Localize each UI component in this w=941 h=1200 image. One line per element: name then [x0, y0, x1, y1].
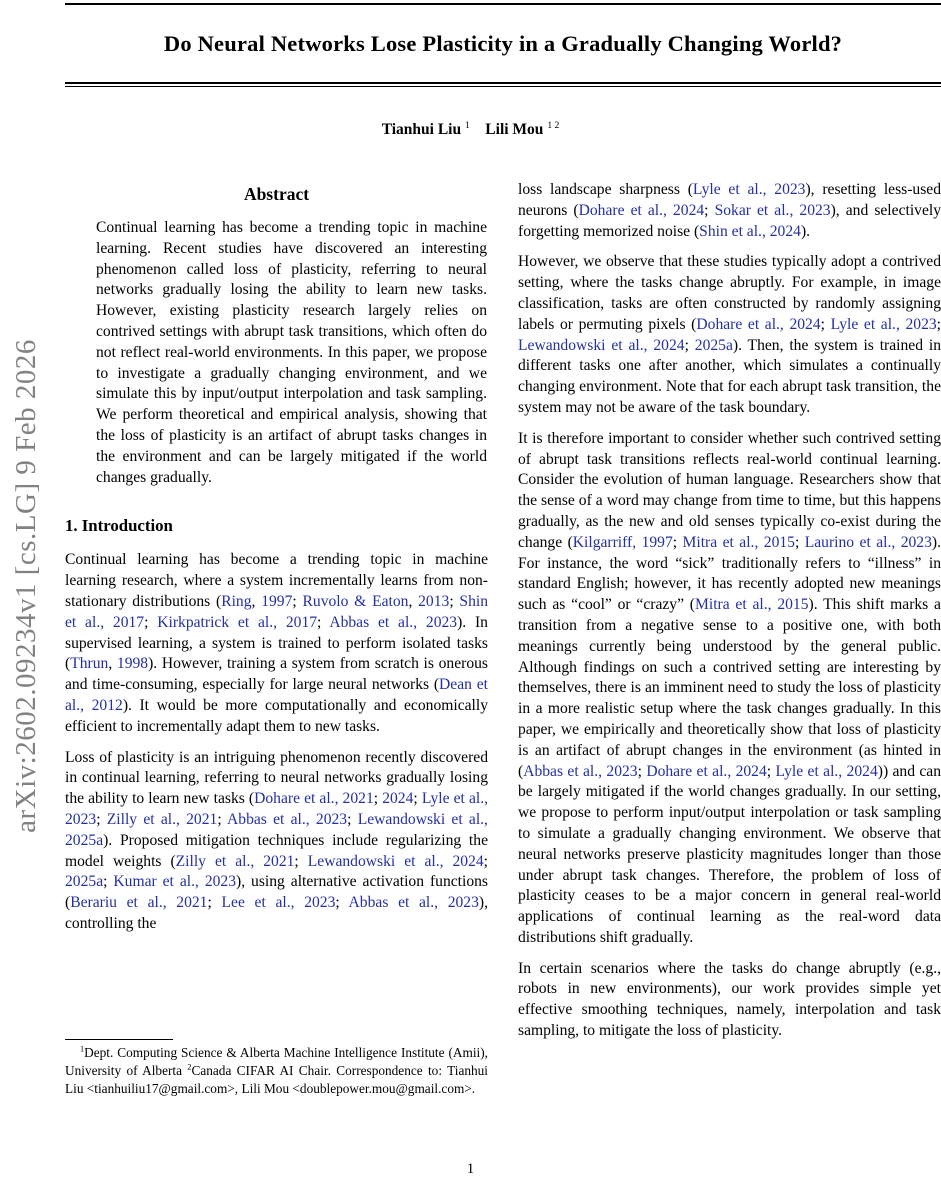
citation-link[interactable]: Zilly et al., 2021 [175, 852, 295, 870]
paragraph: Loss of plasticity is an intriguing phenomenon recently discovered in continual learning, referring to neural networks gradually losing the ability to learn new tasks (Dohare et al., 2021; 2024; Lyle et al., 2023; Zilly et al., 2021; Abbas et al., 2023; Lewandowski et al., 2025a). Proposed mitigation techniques include regularizing the model weights (Zilly et al., 2021; Lewandowski et al., 2024; 2025a; Kumar et al., 2023), using alternative activation functions (Berariu et al., 2021; Lee et al., 2023; Abbas et al., 2023), controlling the [65, 748, 489, 932]
left-column [65, 180, 488, 935]
paragraph: However, we observe that these studies typically adopt a contrived setting, where the tasks change abruptly. For example, in image classification, tasks are often constructed by randomly assigning labels or permuting pixels (Dohare et al., 2024; Lyle et al., 2023; Lewandowski et al., 2024; 2025a). Then, the system is trained in different tasks one after another, which simulates a continually changing environment. Note that for each abrupt task transition, the system may not be aware of the task boundary. [518, 253, 941, 416]
citation-link[interactable]: Lewandowski et al., 2025a [65, 810, 488, 849]
citation-link[interactable]: Kirkpatrick et al., 2017 [157, 613, 318, 631]
citation-link[interactable]: Mitra et al., 2015 [682, 533, 795, 551]
citation-link[interactable]: Abbas et al., 2023 [329, 613, 458, 631]
citation-link[interactable]: Kumar et al., 2023 [113, 873, 237, 891]
paragraph: Continual learning has become a trending topic in machine learning research, where a system incrementally learns from non-stationary distributions (Ring, 1997; Ruvolo & Eaton, 2013; Shin et al., 2017; Kirkpatrick et al., 2017; Abbas et al., 2023). In supervised learning, a system is trained to perform isolated tasks (Thrun, 1998). However, training a system from scratch is onerous and time-consuming, especially for large neural networks (Dean et al., 2012). It would be more computationally and economically efficient to incrementally adapt them to new tasks. [65, 551, 489, 735]
abstract-body: Continual learning has become a trending topic in machine learning. Recent studies have discovered an interesting phenomenon called loss of plasticity, referring to neural networks gradually losing the ability to learn new tasks. However, existing plasticity research largely relies on contrived settings with abrupt task transitions, which often do not reflect real-world environments. In this paper, we propose to investigate a gradually changing environment, and we simulate this by input/output interpolation and task sampling. We perform theoretical and empirical analysis, showing that the loss of plasticity is an artifact of abrupt tasks changes in the environment and can be largely mitigated if the world changes gradually. [96, 219, 487, 486]
paper-title: Do Neural Networks Lose Plasticity in a Gradually Changing World? [163, 31, 843, 56]
citation-link[interactable]: Lyle et al., 2023 [65, 790, 489, 828]
page-number: 1 [466, 1161, 475, 1177]
right-column [518, 180, 941, 1042]
citation-link[interactable]: Laurino et al., 2023 [804, 533, 932, 551]
citation-link[interactable]: Zilly et al., 2021 [106, 810, 218, 828]
citation-link[interactable]: Dohare et al., 2021 [254, 790, 374, 808]
citation-link[interactable]: Lyle et al., 2024 [775, 762, 878, 780]
paragraph: In certain scenarios where the tasks do change abruptly (e.g., robots in new environments), our work provides simple yet effective smoothing techniques, namely, interpolation and task sampling, to mitigate the loss of plasticity. [518, 959, 941, 1040]
arxiv-watermark: arXiv:2602.09234v1 [cs.LG] 9 Feb 2026 [10, 339, 42, 833]
introduction-left-paragraphs [65, 550, 488, 934]
citation-link[interactable]: Dohare et al., 2024 [578, 201, 705, 219]
footnote-block [65, 1039, 488, 1098]
citation-link[interactable]: Sokar et al., 2023 [714, 201, 831, 219]
citation-link[interactable]: Lyle et al., 2023 [692, 181, 806, 198]
citation-link[interactable]: Abbas et al., 2023 [523, 762, 638, 780]
title-separator-rule [65, 82, 941, 84]
introduction-right-paragraphs [518, 180, 941, 1042]
citation-link[interactable]: Dohare et al., 2024 [696, 315, 821, 333]
citation-link[interactable]: Abbas et al., 2023 [348, 894, 479, 912]
abstract-heading: Abstract [243, 184, 310, 204]
citation-link[interactable]: Kilgarriff, 1997 [572, 533, 673, 551]
citation-link[interactable]: 2025a [694, 336, 733, 354]
paragraph: loss landscape sharpness (Lyle et al., 2023), resetting less-used neurons (Dohare et al., 2024; Sokar et al., 2023), and selectively forgetting memorized noise (Shin et al., 2024). [518, 181, 941, 240]
citation-link[interactable]: Berariu et al., 2021 [70, 894, 208, 912]
section-heading-introduction: 1. Introduction [65, 516, 173, 536]
paragraph: It is therefore important to consider whether such contrived setting of abrupt task transitions reflects real-world continual learning. Consider the evolution of human language. Researchers show that the sense of a word may change from time to time, but this happens gradually, as the new and old senses typically co-exist during the change (Kilgarriff, 1997; Mitra et al., 2015; Laurino et al., 2023). For instance, the word “sick” traditionally refers to “illness” in standard English; however, it has recently adopted new meanings such as “cool” or “crazy” (Mitra et al., 2015). This shift marks a transition from a negative sense to a positive one, with both meanings currently being understood by the general public. Although findings on such a contrived setting are interesting by themselves, there is an imminent need to study the loss of plasticity in a more realistic setup where the task changes gradually. In this paper, we empirically and theoretically show that loss of plasticity is an artifact of abrupt changes in the environment (as hinted in (Abbas et al., 2023; Dohare et al., 2024; Lyle et al., 2024)) and can be largely mitigated if the world changes gradually. In our setting, we propose to perform input/output interpolation or task sampling to simulate a gradually changing environment. We observe that neural networks preserve plasticity magnitudes longer than those under abrupt task changes. Therefore, the problem of loss of plasticity ceases to be a major concern in general real-world applications of continual learning as the real-word data distributions shift gradually. [518, 429, 941, 946]
citation-link[interactable]: Lewandowski et al., 2024 [518, 336, 685, 354]
citation-link[interactable]: 1998 [116, 655, 149, 673]
citation-link[interactable]: Dean et al., 2012 [65, 676, 488, 714]
author-line: Tianhui Liu $^1$ Lili Mou $^{1 2}$ [381, 119, 560, 138]
citation-link[interactable]: Mitra et al., 2015 [695, 596, 809, 614]
footnote-text: $^1$Dept. Computing Science & Alberta Machine Intelligence Institute (Amii), University of Alberta $^2$Canada CIFAR AI Chair. Correspondence to: Tianhui Liu <tianhuiliu17@gmail.com>, Lili Mou <doublepower.mou@gmail.com>. [65, 1044, 488, 1096]
citation-link[interactable]: 2025a [65, 873, 104, 891]
top-rule [65, 3, 941, 5]
superscript: 1 [465, 119, 470, 131]
citation-link[interactable]: Abbas et al., 2023 [227, 810, 348, 828]
superscript: 1 [80, 1044, 85, 1054]
citation-link[interactable]: Dohare et al., 2024 [646, 762, 767, 780]
citation-link[interactable]: 2024 [382, 790, 414, 808]
citation-link[interactable]: Lewandowski et al., 2024 [307, 852, 484, 870]
citation-link[interactable]: Lee et al., 2023 [221, 894, 336, 912]
citation-link[interactable]: Shin et al., 2017 [65, 592, 489, 631]
citation-link[interactable]: Ruvolo & Eaton [302, 592, 409, 610]
citation-link[interactable]: Lyle et al., 2023 [830, 315, 937, 333]
footnote-rule [65, 1039, 173, 1040]
citation-link[interactable]: Thrun [70, 655, 109, 673]
citation-link[interactable]: Shin et al., 2024 [699, 222, 801, 240]
citation-link[interactable]: Ring [221, 592, 252, 610]
citation-link[interactable]: 2013 [418, 592, 450, 610]
superscript: 2 [187, 1062, 192, 1072]
superscript: 1 2 [547, 119, 560, 131]
citation-link[interactable]: 1997 [261, 592, 293, 610]
